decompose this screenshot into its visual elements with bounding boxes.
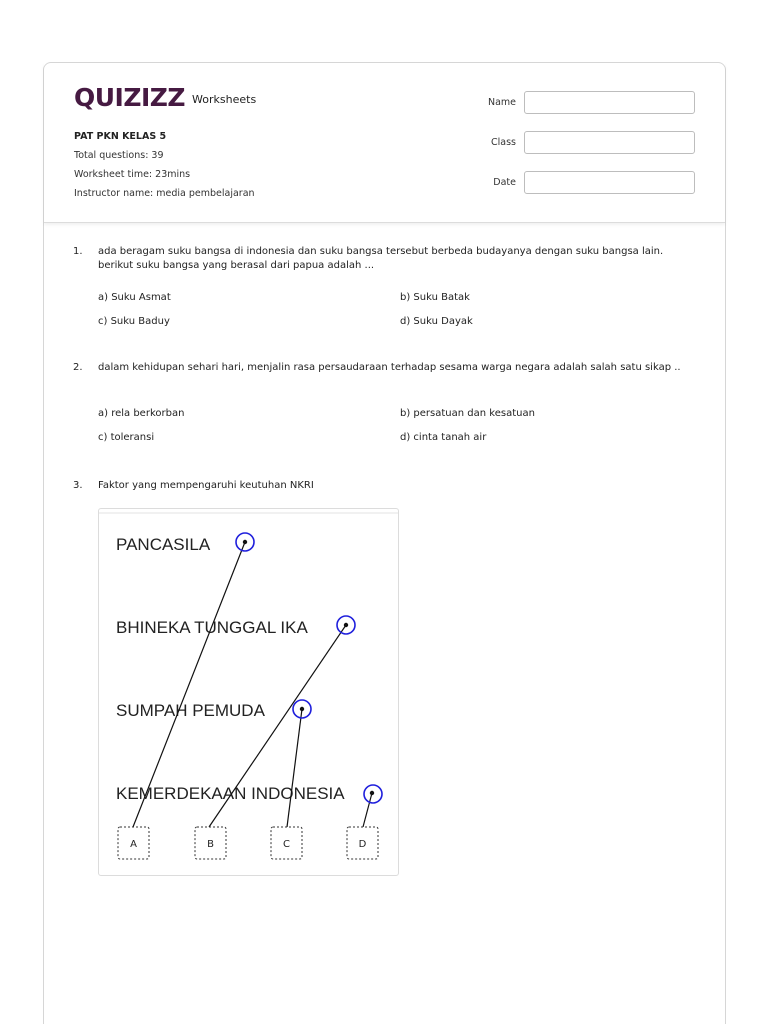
name-label: Name: [487, 97, 516, 108]
item-label-1: PANCASILA: [116, 535, 211, 554]
date-label: Date: [493, 177, 516, 188]
date-field[interactable]: [524, 171, 695, 194]
option-c: c) toleransi: [98, 432, 155, 443]
anchor-dot-icon: [300, 707, 304, 711]
option-d: d) cinta tanah air: [400, 432, 487, 443]
option-b: b) persatuan dan kesatuan: [400, 408, 535, 419]
anchor-dot-icon: [344, 623, 348, 627]
anchor-dot-icon: [243, 540, 247, 544]
option-c: c) Suku Baduy: [98, 316, 170, 327]
question-text: dalam kehidupan sehari hari, menjalin rasa persaudaraan terhadap sesama warga negara adalah salah satu sikap ..: [98, 362, 681, 373]
answer-box-label: A: [130, 839, 137, 850]
class-field[interactable]: [524, 131, 695, 154]
total-questions: Total questions: 39: [74, 150, 164, 161]
instructor-name: Instructor name: media pembelajaran: [74, 188, 255, 199]
question-text: Faktor yang mempengaruhi keutuhan NKRI: [98, 480, 314, 491]
quizizz-logo: QUIZIZZ: [74, 83, 186, 112]
option-a: a) Suku Asmat: [98, 292, 171, 303]
answer-box-label: B: [207, 839, 214, 850]
answer-box-label: D: [358, 839, 367, 850]
anchor-dot-icon: [370, 791, 374, 795]
option-d: d) Suku Dayak: [400, 316, 473, 327]
question-number: 2.: [73, 362, 83, 373]
class-label: Class: [491, 137, 516, 148]
worksheet-title: PAT PKN KELAS 5: [74, 131, 167, 142]
anchor-points: [236, 533, 382, 803]
question-text: ada beragam suku bangsa di indonesia dan suku bangsa tersebut berbeda budayanya dengan suku bangsa lain. berikut suku bangsa yang berasal dari papua adalah ...: [98, 246, 664, 271]
name-field[interactable]: [524, 91, 695, 114]
item-label-3: SUMPAH PEMUDA: [116, 701, 265, 720]
matching-figure: [98, 508, 399, 876]
worksheet-header: [44, 63, 725, 223]
question-number: 1.: [73, 246, 83, 257]
question-number: 3.: [73, 480, 83, 491]
item-label-2: BHINEKA TUNGGAL IKA: [116, 618, 308, 637]
worksheet-time: Worksheet time: 23mins: [74, 169, 191, 180]
answer-box-label: C: [283, 839, 290, 850]
product-name: Worksheets: [192, 93, 257, 106]
brand: [74, 85, 256, 111]
option-a: a) rela berkorban: [98, 408, 185, 419]
match-line-3: [287, 709, 302, 827]
option-b: b) Suku Batak: [400, 292, 470, 303]
worksheet-meta: [74, 127, 255, 203]
matching-diagram: [99, 509, 399, 876]
item-label-4: KEMERDEKAAN INDONESIA: [116, 784, 345, 803]
